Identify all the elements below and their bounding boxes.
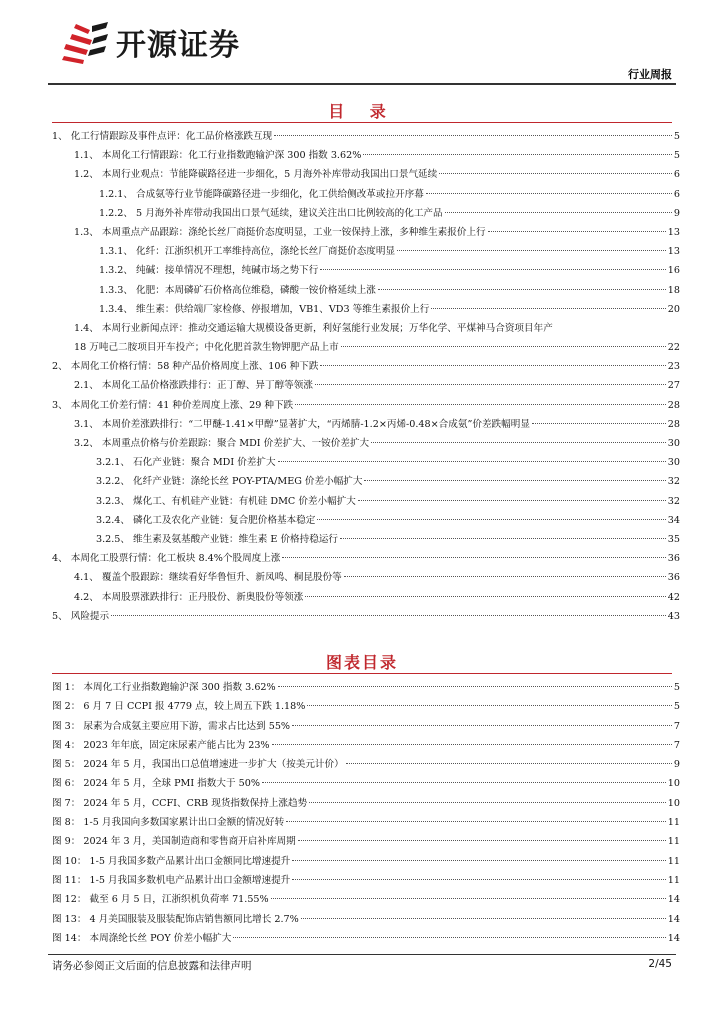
toc-entry-label: 2、 本周化工价格行情：58 种产品价格周度上涨、106 种下跌 [52, 361, 319, 373]
figure-entry-label: 图 2： 6 月 7 日 CCPI 报 4779 点，较上周五下跌 1.18% [52, 701, 306, 713]
toc-leader-dots [317, 519, 665, 520]
toc-entry[interactable] [52, 204, 680, 223]
figure-entry[interactable] [52, 852, 680, 871]
figure-leader-dots [307, 705, 672, 706]
figures-title-divider [52, 673, 672, 674]
figure-entry-label: 图 7： 2024 年 5 月，CCFI、CRB 现货指数保持上涨趋势 [52, 797, 308, 809]
toc-entry-label: 1.3.4、 维生素：供给端厂家检修、停报增加，VB1、VD3 等维生素报价上行 [99, 303, 430, 315]
toc-entry-label: 2.1、 本周化工品价格涨跌排行：正丁醇、异丁醇等领涨 [74, 380, 313, 392]
logo-text: 开源证券 [116, 28, 240, 63]
toc-entry-page: 27 [667, 380, 680, 392]
toc-entry[interactable] [52, 396, 680, 415]
figures-title: 图表目录 [325, 653, 398, 672]
toc-entry[interactable] [52, 434, 680, 453]
figure-leader-dots [262, 782, 666, 783]
toc-leader-dots [378, 289, 666, 290]
figure-leader-dots [278, 686, 672, 687]
toc-entry[interactable] [52, 607, 680, 626]
logo [62, 20, 240, 64]
toc-entry[interactable] [52, 223, 680, 242]
toc-entry-label: 1.2.1、 合成氨等行业节能降碳路径进一步细化，化工供给侧改革或拉开序幕 [99, 188, 424, 200]
toc-leader-dots [341, 346, 666, 347]
figure-leader-dots [271, 898, 666, 899]
toc-entry-label: 1、 化工行情跟踪及事件点评：化工品价格涨跌互现 [52, 131, 273, 142]
toc-entry-label: 1.3、 本周重点产品跟踪：涤纶长丝厂商挺价态度明显，工业一铵保持上涨，多种维生素报价上行 [74, 226, 486, 238]
figure-entry-label: 图 6： 2024 年 5 月，全球 PMI 指数大于 50% [52, 778, 260, 790]
header-divider [48, 83, 676, 85]
toc-entry[interactable] [52, 319, 680, 338]
toc-entry[interactable] [52, 300, 680, 319]
table-of-contents [52, 127, 680, 626]
figure-entry-page: 5 [673, 682, 680, 693]
toc-entry-label: 3.1、 本周价差涨跌排行：“二甲醚-1.41×甲醇”显著扩大，“丙烯腈-1.2×丙烯-0.48×合成氨”价差跌幅明显 [74, 418, 530, 430]
figure-leader-dots [286, 821, 666, 822]
figure-leader-dots [292, 879, 666, 880]
figure-entry-label: 图 10： 1-5 月我国多数产品累计出口金额同比增速提升 [52, 855, 291, 867]
figure-entry-label: 图 8： 1-5 月我国向多数国家累计出口金额的情况好转 [52, 817, 285, 829]
figure-entry[interactable] [52, 774, 680, 793]
figure-entry[interactable] [52, 794, 680, 813]
figure-entry[interactable] [52, 832, 680, 851]
toc-entry-label: 3.2.2、 化纤产业链：涤纶长丝 POY-PTA/MEG 价差小幅扩大 [96, 476, 363, 488]
figure-entry[interactable] [52, 697, 680, 716]
toc-entry-label: 1.2.2、 5 月海外补库带动我国出口景气延续，建议关注出口比例较高的化工产品 [99, 207, 443, 219]
toc-entry-page: 30 [667, 457, 680, 469]
toc-entry-page: 43 [667, 610, 680, 622]
toc-entry-page: 32 [667, 495, 680, 507]
toc-leader-dots [320, 365, 665, 366]
figure-entry[interactable] [52, 890, 680, 909]
toc-entry[interactable] [52, 588, 680, 607]
figure-entry-label: 图 3： 尿素为合成氨主要应用下游，需求占比达到 55% [52, 720, 291, 732]
toc-entry-label: 3.2.5、 维生素及氨基酸产业链：维生素 E 价格持稳运行 [96, 533, 339, 545]
toc-entry[interactable] [52, 165, 680, 184]
toc-entry-page: 13 [667, 246, 680, 258]
toc-entry-page: 20 [667, 303, 680, 315]
toc-leader-dots [363, 154, 672, 155]
figure-entry-label: 图 1： 本周化工行业指数跑输沪深 300 指数 3.62% [52, 682, 276, 693]
toc-entry-page: 5 [673, 131, 680, 142]
figure-entry-page: 11 [667, 855, 680, 867]
toc-leader-dots [358, 500, 666, 501]
toc-entry-page: 28 [667, 399, 680, 411]
figure-leader-dots [292, 725, 672, 726]
figure-entry-label: 图 12： 截至 6 月 5 日，江浙织机负荷率 71.55% [52, 894, 269, 906]
figure-entry[interactable] [52, 678, 680, 697]
figure-entry[interactable] [52, 929, 680, 948]
toc-entry-label: 5、 风险提示 [52, 610, 110, 622]
figure-entry[interactable] [52, 736, 680, 755]
toc-entry-label: 1.1、 本周化工行情跟踪：化工行业指数跑输沪深 300 指数 3.62% [74, 150, 362, 162]
toc-entry-page: 13 [667, 226, 680, 238]
toc-entry-label: 18 万吨己二胺项目开车投产；中化化肥首款生物钾肥产品上市 [74, 342, 339, 354]
toc-entry[interactable] [52, 242, 680, 261]
figure-entry-page: 9 [673, 759, 680, 771]
toc-entry-page: 28 [667, 418, 680, 430]
figure-leader-dots [233, 937, 665, 938]
toc-entry-label: 3.2.3、 煤化工、有机硅产业链：有机硅 DMC 价差小幅扩大 [96, 495, 356, 507]
toc-entry-label: 4、 本周化工股票行情：化工板块 8.4%个股周度上涨 [52, 553, 281, 565]
figure-entry-page: 11 [667, 874, 680, 886]
toc-leader-dots [371, 442, 666, 443]
toc-entry-label: 4.1、 覆盖个股跟踪：继续看好华鲁恒升、新凤鸣、桐昆股份等 [74, 572, 342, 584]
toc-entry[interactable] [52, 453, 680, 472]
toc-leader-dots [431, 308, 665, 309]
toc-entry[interactable] [52, 492, 680, 511]
figure-entry-label: 图 11： 1-5 月我国多数机电产品累计出口金额增速提升 [52, 874, 291, 886]
figure-entry-label: 图 13： 4 月美国服装及服装配饰店销售额同比增长 2.7% [52, 913, 299, 925]
figure-entry-page: 14 [667, 894, 680, 906]
toc-entry[interactable] [52, 357, 680, 376]
toc-entry-page: 32 [667, 476, 680, 488]
figure-entry-page: 10 [667, 797, 680, 809]
toc-entry[interactable] [52, 530, 680, 549]
toc-entry-page: 30 [667, 438, 680, 449]
list-of-figures [52, 678, 680, 948]
toc-entry-page: 22 [667, 342, 680, 354]
toc-entry-label: 4.2、 本周股票涨跌排行：正丹股份、新奥股份等领涨 [74, 591, 304, 603]
toc-leader-dots [315, 384, 666, 385]
toc-entry[interactable] [52, 281, 680, 300]
figure-entry-label: 图 9： 2024 年 3 月，美国制造商和零售商开启补库周期 [52, 836, 296, 848]
toc-entry-page: 35 [667, 533, 680, 545]
figure-entry[interactable] [52, 755, 680, 774]
toc-entry-page: 9 [673, 207, 680, 219]
toc-entry-label: 1.3.1、 化纤：江浙织机开工率维持高位，涤纶长丝厂商挺价态度明显 [99, 246, 396, 258]
toc-leader-dots [305, 596, 665, 597]
toc-leader-dots [439, 173, 672, 174]
toc-title: 目 录 [328, 102, 396, 121]
toc-entry[interactable] [52, 376, 680, 395]
toc-entry-label: 1.3.3、 化肥：本周磷矿石价格高位维稳，磷酸一铵价格延续上涨 [99, 284, 376, 296]
toc-entry-label: 1.3.2、 纯碱：接单情况不理想，纯碱市场之势下行 [99, 265, 319, 277]
figure-entry[interactable] [52, 717, 680, 736]
toc-leader-dots [111, 615, 666, 616]
toc-entry-page: 6 [673, 188, 680, 200]
figure-entry-page: 7 [673, 739, 680, 751]
toc-entry-page: 34 [667, 514, 680, 526]
toc-leader-dots [295, 404, 666, 405]
toc-title-divider [52, 122, 672, 123]
toc-leader-dots [344, 576, 666, 577]
toc-entry-label: 3.2、 本周重点价格与价差跟踪：聚合 MDI 价差扩大、一铵价差扩大 [74, 438, 370, 449]
toc-leader-dots [488, 231, 666, 232]
figure-entry-label: 图 14： 本周涤纶长丝 POY 价差小幅扩大 [52, 932, 232, 944]
toc-entry-label: 1.4、 本周行业新闻点评：推动交通运输大规模设备更新，利好氢能行业发展；万华化学、平煤神马合资项目年产 [74, 322, 553, 334]
figure-leader-dots [272, 744, 672, 745]
toc-entry-page: 18 [667, 284, 680, 296]
toc-leader-dots [445, 212, 672, 213]
toc-leader-dots [340, 538, 666, 539]
toc-entry[interactable] [52, 415, 680, 434]
toc-entry-page: 16 [667, 265, 680, 277]
toc-entry-page: 36 [667, 572, 680, 584]
toc-leader-dots [532, 423, 666, 424]
toc-entry[interactable] [52, 511, 680, 530]
toc-leader-dots [364, 480, 665, 481]
figure-leader-dots [346, 763, 672, 764]
figure-entry-page: 10 [667, 778, 680, 790]
footer-divider [48, 954, 676, 955]
toc-entry-page: 23 [667, 361, 680, 373]
figure-entry-page: 5 [673, 701, 680, 713]
toc-entry-page: 36 [667, 553, 680, 565]
toc-leader-dots [320, 269, 665, 270]
figure-leader-dots [309, 802, 666, 803]
toc-entry-page: 5 [673, 150, 680, 162]
toc-entry[interactable] [52, 185, 680, 204]
figure-entry[interactable] [52, 813, 680, 832]
figure-entry-label: 图 5： 2024 年 5 月，我国出口总值增速进一步扩大（按美元计价） [52, 759, 344, 771]
toc-leader-dots [282, 557, 665, 558]
toc-entry[interactable] [52, 549, 680, 568]
toc-leader-dots [278, 461, 666, 462]
toc-entry-page: 6 [673, 169, 680, 181]
figure-entry-page: 14 [667, 913, 680, 925]
toc-leader-dots [274, 135, 672, 136]
toc-entry-label: 3.2.4、 磷化工及农化产业链：复合肥价格基本稳定 [96, 514, 316, 526]
kaiyuan-logo-icon [62, 20, 110, 64]
toc-entry[interactable] [52, 127, 680, 146]
figure-entry-page: 11 [667, 836, 680, 848]
page-number: 2/45 [648, 958, 672, 970]
toc-leader-dots [397, 250, 666, 251]
report-type-label: 行业周报 [628, 68, 672, 81]
toc-entry-label: 1.2、 本周行业观点：节能降碳路径进一步细化，5 月海外补库带动我国出口景气延续 [74, 169, 438, 181]
toc-entry-label: 3、 本周化工价差行情：41 种价差周度上涨、29 种下跌 [52, 399, 294, 411]
figure-leader-dots [301, 918, 666, 919]
footer-disclaimer: 请务必参阅正文后面的信息披露和法律声明 [52, 960, 252, 972]
toc-entry-page: 42 [667, 591, 680, 603]
toc-entry[interactable] [52, 146, 680, 165]
toc-leader-dots [426, 193, 672, 194]
figure-entry-page: 7 [673, 720, 680, 732]
figure-leader-dots [292, 860, 666, 861]
figure-entry[interactable] [52, 871, 680, 890]
figure-entry-label: 图 4： 2023 年年底，固定床尿素产能占比为 23% [52, 739, 270, 751]
toc-entry-label: 3.2.1、 石化产业链：聚合 MDI 价差扩大 [96, 457, 276, 469]
toc-entry[interactable] [52, 472, 680, 491]
toc-entry[interactable] [52, 568, 680, 587]
toc-entry[interactable] [52, 338, 680, 357]
figure-leader-dots [298, 840, 666, 841]
figure-entry[interactable] [52, 910, 680, 929]
figure-entry-page: 14 [667, 932, 680, 944]
figure-entry-page: 11 [667, 817, 680, 829]
toc-entry[interactable] [52, 261, 680, 280]
